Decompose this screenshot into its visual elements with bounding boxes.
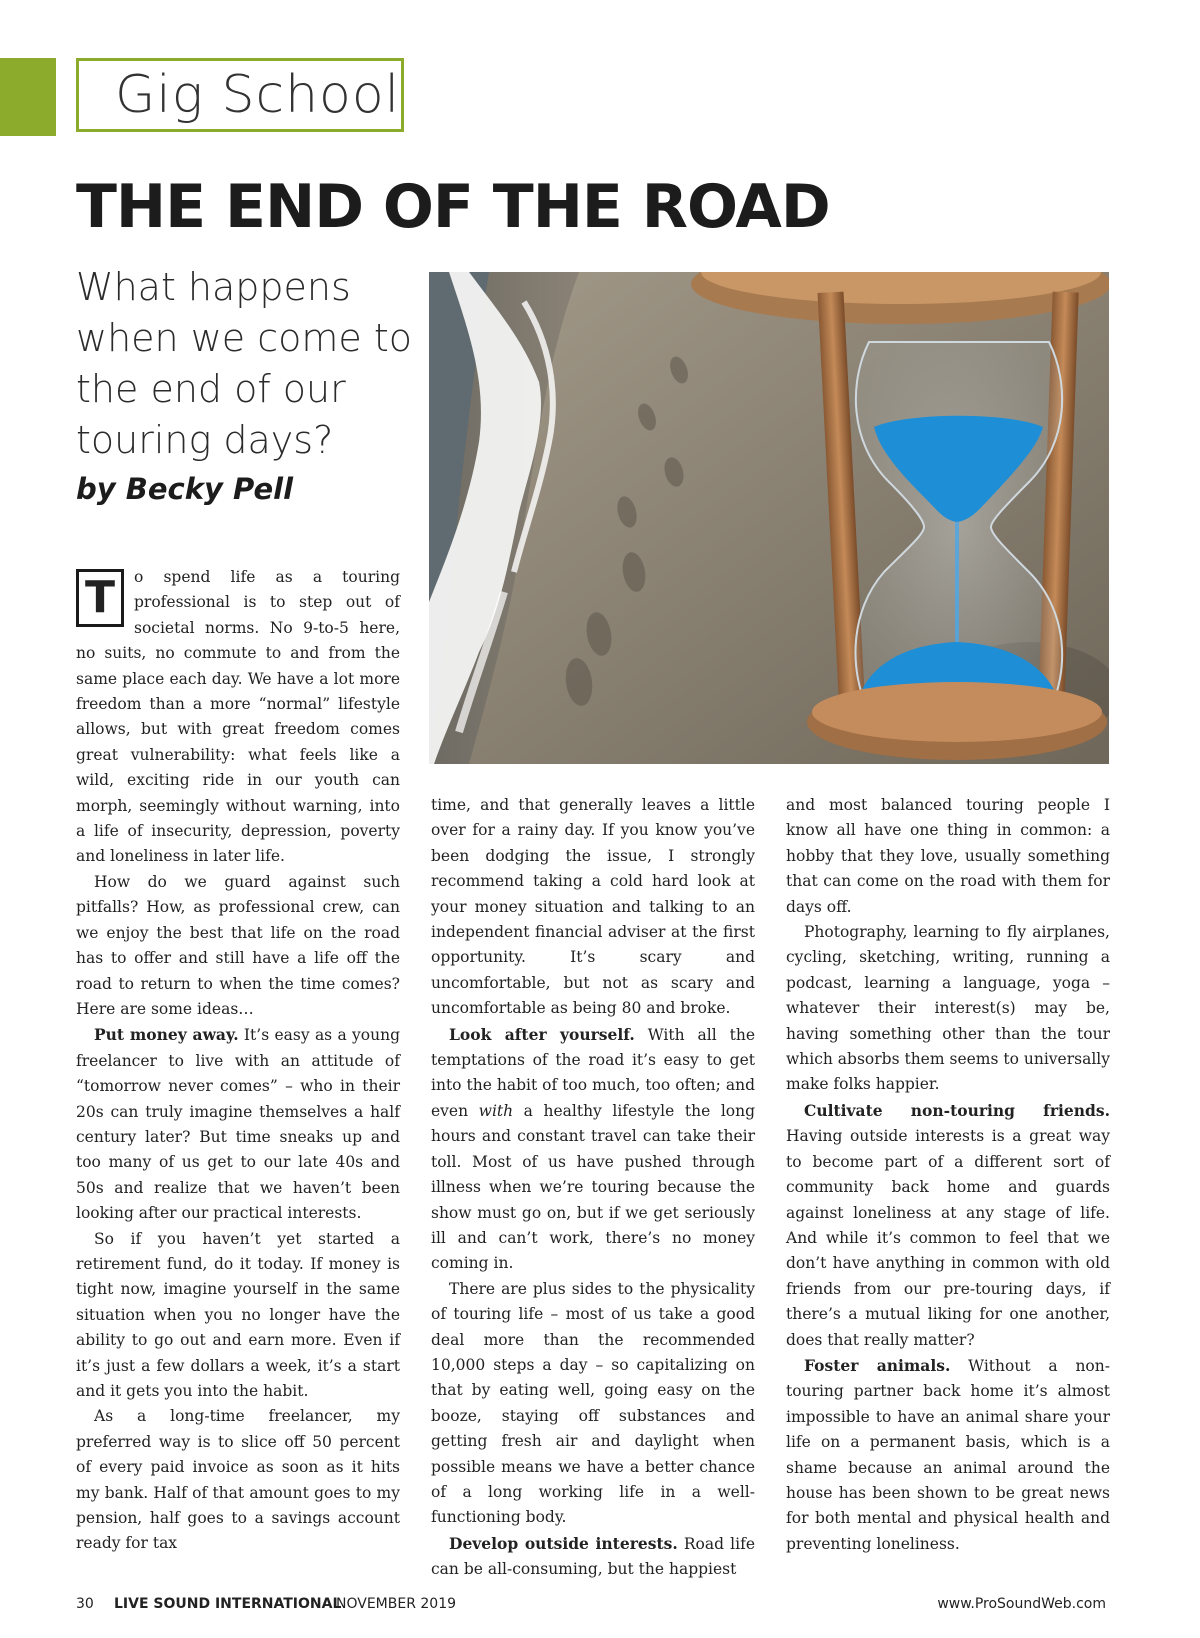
body-paragraph <box>431 1022 755 1277</box>
body-paragraph <box>431 1531 755 1583</box>
magazine-name: LIVE SOUND INTERNATIONAL <box>114 1596 342 1612</box>
body-text: Without a non-touring partner back home it’s almost impossible to have an animal share your life on a permanent basis, which is a shame because an animal around the house has been shown to be great news for both mental and physical health and preventing loneliness. <box>786 1356 1110 1553</box>
body-column-1 <box>76 565 400 1557</box>
body-column-3 <box>786 793 1110 1557</box>
body-paragraph: How do we guard against such pitfalls? How, as professional crew, can we enjoy the best that life on the road has to offer and still have a life off the road to return to when the time comes? Here are some ideas… <box>76 872 400 1018</box>
subhead-lead: Foster animals. <box>804 1355 951 1375</box>
body-text: o spend life as a touring professional is to step out of societal norms. No 9-to-5 here, no suits, no commute to and from the same place each day. We have a lot more freedom than a more “normal” lifestyle allows, but with great freedom comes great vulnerability: what feels like a wild, exciting ride in our youth can morph, seemingly without warning, into a life of insecurity, depression, poverty and loneliness in later life. <box>76 568 400 866</box>
body-paragraph <box>786 1098 1110 1353</box>
body-paragraph: time, and that generally leaves a little over for a rainy day. If you know you’ve been dodging the issue, I strongly recommend taking a cold hard look at your money situation and talking to an independent financial adviser at the first opportunity. It’s scary and uncomfortable, but not as scary and uncomfortable as being 80 and broke. <box>431 796 755 1018</box>
issue-date: NOVEMBER 2019 <box>336 1596 457 1612</box>
body-paragraph <box>76 1022 400 1226</box>
body-paragraph: There are plus sides to the physicality of touring life – most of us take a good deal more than the recommended 10,000 steps a day – so capitalizing on that by eating well, going easy on the booze, staying off substances and getting fresh air and daylight when possible means we have a better chance of a long working life in a well-functioning body. <box>431 1279 755 1527</box>
body-text: Road life can be all-consuming, but the happiest <box>431 1534 756 1579</box>
body-text: a healthy lifestyle the long hours and constant travel can take their toll. Most of us have pushed through illness when we’re touring because the show must go on, but if we get seriously ill and can’t work, there’s no money coming in. <box>431 1101 756 1273</box>
body-paragraph: Photography, learning to fly airplanes, cycling, sketching, writing, running a podcast, learning a language, yoga – whatever their interest(s) may be, having something other than the tour which absorbs them seems to universally make folks happier. <box>786 923 1110 1094</box>
body-emphasis: with <box>478 1101 514 1120</box>
body-text: It’s easy as a young freelancer to live with an attitude of “tomorrow never comes” – who in their 20s can truly imagine themselves a half century later? But time sneaks up and too many of us get to our late 40s and 50s and realize that we haven’t been looking after our practical interests. <box>76 1026 401 1223</box>
body-column-2 <box>431 793 755 1583</box>
section-label-box <box>76 58 404 132</box>
subhead-lead: Develop outside interests. <box>449 1533 678 1553</box>
subhead-lead: Look after yourself. <box>449 1024 635 1044</box>
body-paragraph <box>76 565 400 870</box>
section-label: Gig School <box>115 65 401 125</box>
subhead-lead: Cultivate non-touring friends. <box>804 1100 1110 1120</box>
body-text: Having outside interests is a great way to become part of a different sort of community back home and guards against loneliness at any stage of life. And while it’s common to feel that we don’t have anything in common with old friends from our pre-touring days, if there’s a mutual liking for one another, does that really matter? <box>786 1127 1110 1349</box>
article-byline: by Becky Pell <box>76 472 294 506</box>
page-number: 30 <box>76 1596 94 1612</box>
subhead-lead: Put money away. <box>94 1025 239 1045</box>
article-deck: What happens when we come to the end of our touring days? <box>76 265 413 462</box>
website-url: www.ProSoundWeb.com <box>937 1596 1106 1612</box>
body-paragraph: As a long-time freelancer, my preferred way is to slice off 50 percent of every paid invoice as soon as it hits my bank. Half of that amount goes to my pension, half goes to a savings account ready for tax <box>76 1407 400 1553</box>
section-color-tab <box>0 58 56 136</box>
body-text: With all the temptations of the road it’s easy to get into the habit of too much, too often; and even <box>431 1025 755 1120</box>
hourglass-beach-photo <box>429 272 1109 764</box>
body-paragraph <box>786 1353 1110 1557</box>
body-paragraph: and most balanced touring people I know all have one thing in common: a hobby that they love, usually something that can come on the road with them for days off. <box>786 796 1110 916</box>
hourglass-illustration <box>429 272 1109 764</box>
drop-cap: T <box>76 569 124 627</box>
article-headline: THE END OF THE ROAD <box>76 172 830 242</box>
body-paragraph: So if you haven’t yet started a retirement fund, do it today. If money is tight now, imagine yourself in the same situation when you no longer have the ability to go out and earn more. Even if it’s just a few dollars a week, it’s a start and it gets you into the habit. <box>76 1229 400 1400</box>
